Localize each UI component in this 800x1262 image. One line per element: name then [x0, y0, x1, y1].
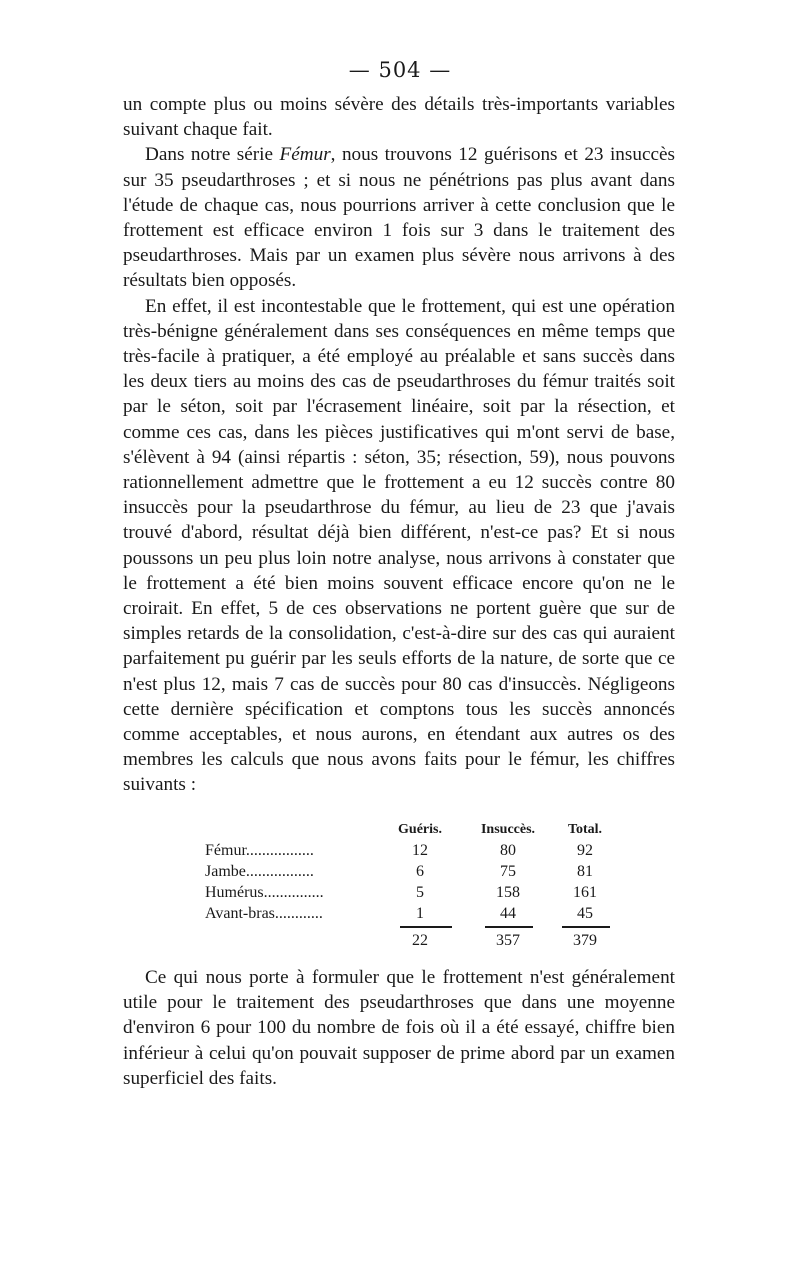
femur-italic: Fémur — [279, 144, 331, 166]
paragraph-femur-series — [123, 142, 675, 293]
paragraph-continuation: un compte plus ou moins sévère des détails très-importants variables suivant chaque fait. — [123, 94, 675, 141]
row-label: Avant-bras............ — [205, 905, 323, 922]
total-gueris: 22 — [412, 932, 428, 949]
paragraph-femur-lead: Dans notre série — [145, 144, 280, 166]
cell-insucces: 44 — [500, 905, 516, 922]
row-label: Fémur................. — [205, 842, 314, 859]
body-text-upper — [123, 92, 675, 798]
sum-rule-insucces — [485, 926, 533, 928]
cell-gueris: 6 — [416, 863, 424, 880]
table-row — [200, 884, 630, 905]
cell-gueris: 5 — [416, 884, 424, 901]
header-gueris: Guéris. — [398, 822, 442, 837]
cell-insucces: 158 — [496, 884, 520, 901]
results-table — [200, 822, 630, 956]
body-text-lower — [123, 965, 675, 1091]
cell-insucces: 80 — [500, 842, 516, 859]
row-label: Humérus............... — [205, 884, 324, 901]
table-row — [200, 905, 630, 926]
paragraph-femur-rest: , nous trouvons 12 guérisons et 23 insuccès sur 35 pseudarthroses ; et si nous ne pénétrions pas plus avant dans l'étude de chaque cas, nous pourrions arriver à cette conclusion que le frottement est efficace environ 1 fois sur 3 dans le traitement des pseudarthroses. Mais par un examen plus sévère nous arrivons à des résultats bien opposés. — [123, 144, 675, 292]
total-total: 379 — [573, 932, 597, 949]
paragraph-en-effet: En effet, il est incontestable que le frottement, qui est une opération très-bénigne généralement dans ses conséquences en même temps que très-facile à pratiquer, a été employé au préalable et sans succès dans les deux tiers au moins des cas de pseudarthroses du fémur traités soit par le séton, soit par l'écrasement linéaire, soit par la résection, et comme ces cas, dans les pièces justificatives qui m'ont servi de base, s'élèvent à 94 (ainsi répartis : séton, 35; résection, 59), nous pouvons rationnellement admettre que le frottement a eu 12 succès contre 80 insuccès pour la pseudarthrose du fémur, au lieu de 23 que j'avais trouvé d'abord, résultat déjà bien différent, n'est-ce pas? Et si nous poussons un peu plus loin notre analyse, nous arrivons à constater que le frottement a été bien moins souvent efficace encore qu'on ne le croirait. En effet, 5 de ces observations ne portent guère que sur de simples retards de la consolidation, c'est-à-dire sur des cas qui auraient parfaitement pu guérir par les seuls efforts de la nature, de sorte que ce n'est plus 12, mais 7 cas de succès pour 80 cas d'insuccès. Négligeons cette dernière spécification et comptons tous les succès annoncés comme acceptables, et nous aurons, en étendant aux autres os des membres les calculs que nous avons faits pour le fémur, les chiffres suivants : — [123, 295, 675, 796]
table-row — [200, 842, 630, 863]
cell-gueris: 12 — [412, 842, 428, 859]
table-header — [200, 822, 630, 842]
cell-insucces: 75 — [500, 863, 516, 880]
cell-total: 92 — [577, 842, 593, 859]
table-totals-row — [200, 926, 630, 956]
table-row — [200, 863, 630, 884]
row-label: Jambe................. — [205, 863, 314, 880]
cell-gueris: 1 — [416, 905, 424, 922]
total-insucces: 357 — [496, 932, 520, 949]
header-total: Total. — [567, 822, 603, 837]
page-number: — 504 — — [348, 58, 452, 82]
header-insucces: Insuccès. — [480, 822, 536, 837]
sum-rule-gueris — [400, 926, 452, 928]
paragraph-conclusion: Ce qui nous porte à formuler que le frottement n'est généralement utile pour le traitement des pseudarthroses que dans une moyenne d'environ 6 pour 100 du nombre de fois où il a été essayé, chiffre bien inférieur à celui qu'on pouvait supposer de prime abord par un examen superficiel des faits. — [123, 967, 675, 1089]
cell-total: 81 — [577, 863, 593, 880]
cell-total: 161 — [573, 884, 597, 901]
cell-total: 45 — [577, 905, 593, 922]
sum-rule-total — [562, 926, 610, 928]
